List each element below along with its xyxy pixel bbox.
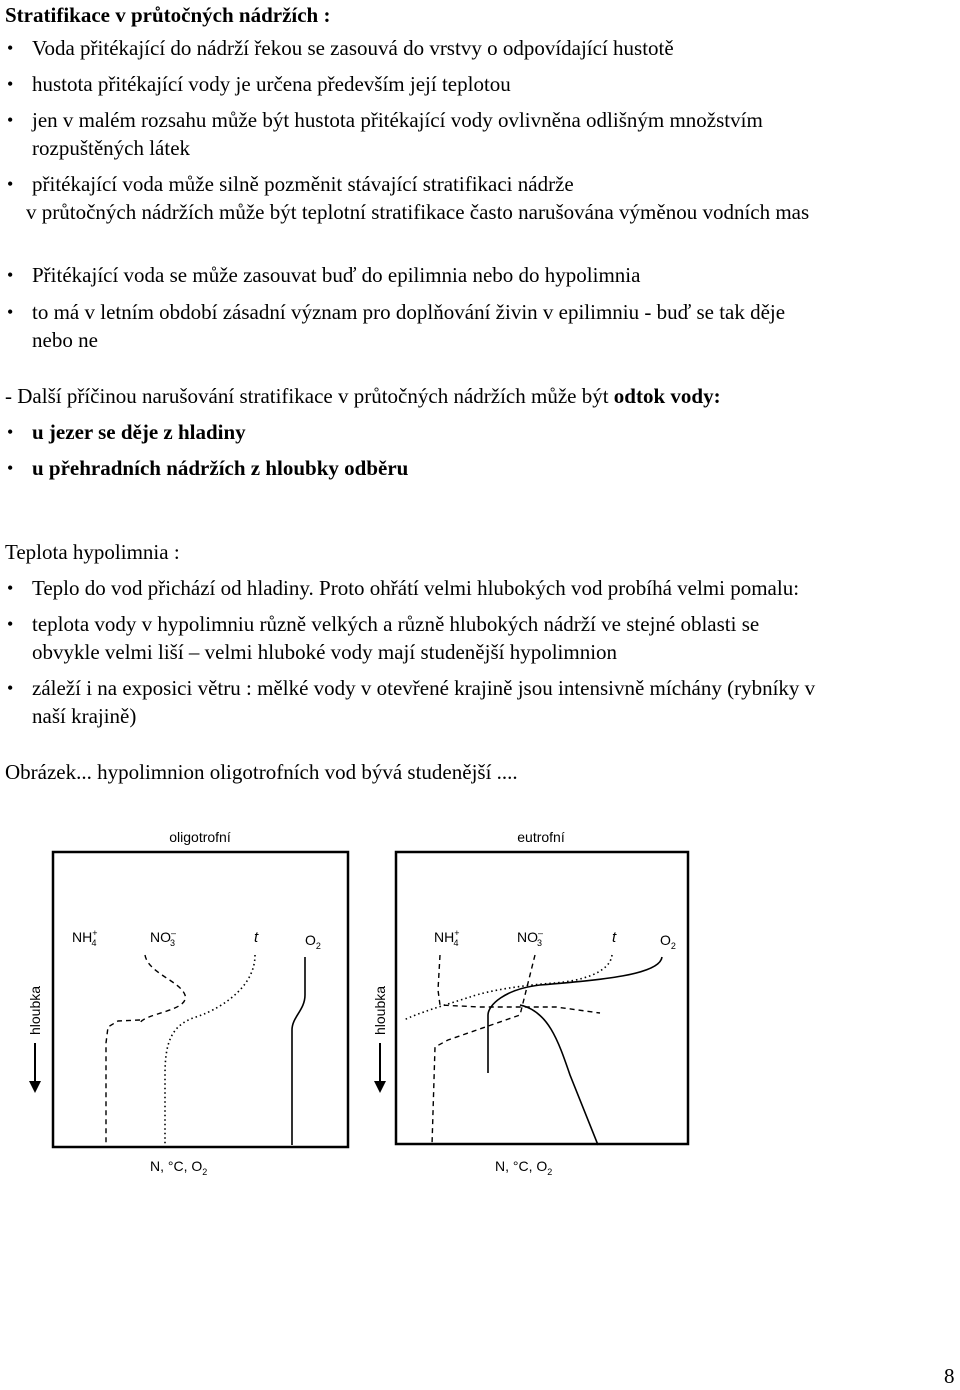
list-item: u jezer se děje z hladiny [32, 420, 246, 444]
no3-label: NO– 3 [517, 928, 544, 948]
bullet-icon: • [7, 74, 14, 94]
panel-title: eutrofní [517, 829, 565, 845]
bullet-icon: • [7, 110, 14, 130]
depth-axis-label: hloubka [27, 985, 43, 1035]
no3-curve [432, 955, 535, 1145]
list-item: záleží i na exposici větru : mělké vody v otevřené krajině jsou intensivně míchány (rybníky v [32, 676, 816, 700]
list-item: u přehradních nádržích z hloubky odběru [32, 456, 409, 480]
list-item: jen v malém rozsahu může být hustota přitékající vody ovlivněna odlišným množstvím [32, 108, 763, 132]
list-item: hustota přitékající vody je určena především její teplotou [32, 72, 511, 96]
bullet-icon: • [7, 578, 14, 598]
o2-label: $O_2$ [305, 932, 321, 951]
panel-oligotrophic [27, 829, 348, 1177]
nh4-curve [438, 955, 600, 1013]
x-axis-label: N, °C, $O_2$ [495, 1158, 553, 1177]
t-label: t [254, 929, 259, 946]
list-item: Teplo do vod přichází od hladiny. Proto ohřátí velmi hlubokých vod probíhá velmi pomalu: [32, 576, 800, 600]
panel-eutrophic [372, 829, 688, 1177]
t-label: t [612, 929, 617, 946]
bullet-icon: • [7, 38, 14, 58]
paragraph [5, 384, 721, 408]
o2-curve [292, 957, 305, 1145]
ammonium-solid-curve [520, 1005, 598, 1145]
paragraph-bold: odtok vody: [613, 384, 721, 408]
paragraph: v průtočných nádržích může být teplotní stratifikace často narušována výměnou vodních mas [26, 200, 810, 224]
bullet-icon: • [7, 265, 14, 285]
bullet-icon: • [7, 174, 14, 194]
bullet-icon: • [7, 614, 14, 634]
bullet-icon: • [7, 678, 14, 698]
figure-caption: Obrázek... hypolimnion oligotrofních vod bývá studenější .... [5, 760, 518, 784]
nh4-curve [106, 1020, 140, 1145]
list-item-continuation: naší krajině) [32, 704, 137, 728]
bullet-icon: • [7, 422, 14, 442]
list-item: to má v letním období zásadní význam pro doplňování živin v epilimniu - buď se tak děje [32, 300, 786, 324]
no3-label: NO– 3 [150, 928, 177, 948]
depth-axis-label: hloubka [372, 985, 388, 1035]
no3-curve [140, 955, 185, 1023]
down-arrow-icon [374, 1081, 386, 1093]
list-item: Přitékající voda se může zasouvat buď do epilimnia nebo do hypolimnia [32, 263, 641, 287]
bullet-icon: • [7, 302, 14, 322]
list-item-continuation: rozpuštěných látek [32, 136, 191, 160]
bullet-icon: • [7, 458, 14, 478]
o2-curve [488, 957, 662, 1073]
paragraph-text: - Další příčinou narušování stratifikace v průtočných nádržích může být [5, 384, 614, 408]
temperature-curve [165, 955, 255, 1145]
page-title: Stratifikace v průtočných nádržích : [5, 3, 331, 27]
nh4-label: NH+ 4 [434, 928, 460, 948]
page-number: 8 [944, 1364, 955, 1388]
list-item: přitékající voda může silně pozměnit stávající stratifikaci nádrže [32, 172, 574, 196]
stratification-figure [0, 815, 960, 1195]
o2-label: $O_2$ [660, 932, 676, 951]
panel-title: oligotrofní [169, 829, 231, 845]
list-item: teplota vody v hypolimniu různě velkých a různě hlubokých nádrží ve stejné oblasti se [32, 612, 760, 636]
plot-frame [396, 852, 688, 1144]
nh4-label: NH+ 4 [72, 928, 98, 948]
list-item: Voda přitékající do nádrží řekou se zasouvá do vrstvy o odpovídající hustotě [32, 36, 674, 60]
down-arrow-icon [29, 1081, 41, 1093]
list-item-continuation: nebo ne [32, 328, 98, 352]
section-heading: Teplota hypolimnia : [5, 540, 180, 564]
list-item-continuation: obvykle velmi liší – velmi hluboké vody mají studenější hypolimnion [32, 640, 618, 664]
x-axis-label: N, °C, $O_2$ [150, 1158, 208, 1177]
